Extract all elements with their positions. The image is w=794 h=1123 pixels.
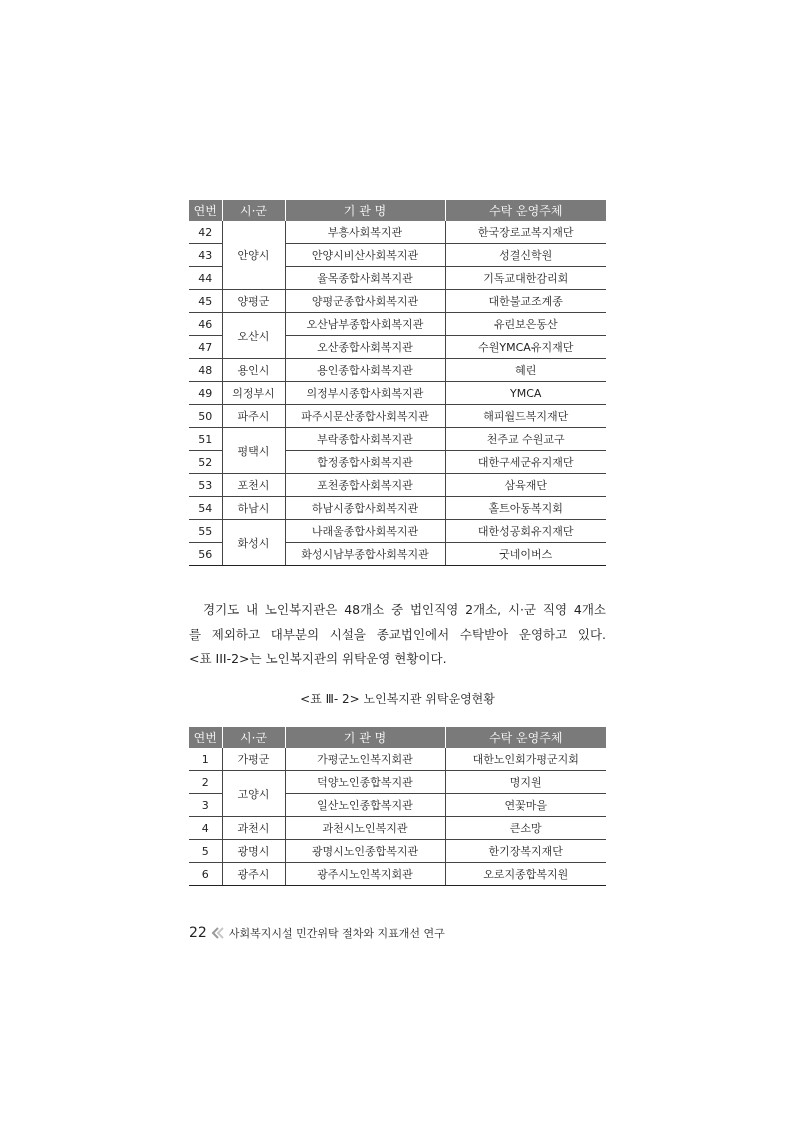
table-header-row bbox=[189, 727, 606, 748]
header-operator: 수탁 운영주체 bbox=[445, 727, 606, 748]
row-no: 4 bbox=[189, 817, 222, 840]
paragraph-line-2: 를 제외하고 대부분의 시설을 종교법인에서 수탁받아 운영하고 있다. bbox=[189, 626, 606, 642]
row-city: 과천시 bbox=[222, 817, 285, 840]
row-city: 가평군 bbox=[222, 748, 285, 771]
row-org: 화성시남부종합사회복지관 bbox=[285, 543, 445, 566]
row-no: 42 bbox=[189, 221, 222, 244]
row-org: 부락종합사회복지관 bbox=[285, 428, 445, 451]
row-operator: 홀트아동복지회 bbox=[445, 497, 606, 520]
row-operator: 혜린 bbox=[445, 359, 606, 382]
row-operator: 천주교 수원교구 bbox=[445, 428, 606, 451]
row-no: 46 bbox=[189, 313, 222, 336]
row-org: 오산종합사회복지관 bbox=[285, 336, 445, 359]
header-org: 기 관 명 bbox=[285, 727, 445, 748]
row-no: 3 bbox=[189, 794, 222, 817]
row-operator: 연꽃마을 bbox=[445, 794, 606, 817]
row-org: 일산노인종합복지관 bbox=[285, 794, 445, 817]
table-row bbox=[189, 748, 606, 771]
row-no: 49 bbox=[189, 382, 222, 405]
table-header-row bbox=[189, 200, 606, 221]
row-operator: 유린보은동산 bbox=[445, 313, 606, 336]
row-no: 52 bbox=[189, 451, 222, 474]
row-org: 파주시문산종합사회복지관 bbox=[285, 405, 445, 428]
row-operator: YMCA bbox=[445, 382, 606, 405]
row-org: 의정부시종합사회복지관 bbox=[285, 382, 445, 405]
table-row bbox=[189, 290, 606, 313]
row-org: 하남시종합사회복지관 bbox=[285, 497, 445, 520]
row-no: 47 bbox=[189, 336, 222, 359]
header-city: 시·군 bbox=[222, 727, 285, 748]
row-operator: 명지원 bbox=[445, 771, 606, 794]
row-no: 6 bbox=[189, 863, 222, 886]
row-operator: 대한구세군유지재단 bbox=[445, 451, 606, 474]
table-caption: <표 Ⅲ- 2> 노인복지관 위탁운영현황 bbox=[300, 692, 495, 706]
row-city: 파주시 bbox=[222, 405, 285, 428]
paragraph-line-1: 경기도 내 노인복지관은 48개소 중 법인직영 2개소, 시·군 직영 4개소 bbox=[203, 602, 606, 617]
row-org: 율목종합사회복지관 bbox=[285, 267, 445, 290]
row-operator: 대한노인회가평군지회 bbox=[445, 748, 606, 771]
row-no: 54 bbox=[189, 497, 222, 520]
row-no: 43 bbox=[189, 244, 222, 267]
row-org: 과천시노인복지관 bbox=[285, 817, 445, 840]
row-city: 용인시 bbox=[222, 359, 285, 382]
header-operator: 수탁 운영주체 bbox=[445, 200, 606, 221]
row-city: 고양시 bbox=[222, 771, 285, 817]
row-operator: 대한불교조계종 bbox=[445, 290, 606, 313]
table-row bbox=[189, 817, 606, 840]
row-operator: 수원YMCA유지재단 bbox=[445, 336, 606, 359]
table-row bbox=[189, 520, 606, 543]
row-no: 45 bbox=[189, 290, 222, 313]
row-no: 56 bbox=[189, 543, 222, 566]
page-number: 22 bbox=[189, 925, 207, 941]
header-no: 연번 bbox=[189, 200, 222, 221]
row-org: 광명시노인종합복지관 bbox=[285, 840, 445, 863]
row-operator: 대한성공회유지재단 bbox=[445, 520, 606, 543]
row-operator: 삼육재단 bbox=[445, 474, 606, 497]
row-no: 53 bbox=[189, 474, 222, 497]
row-no: 5 bbox=[189, 840, 222, 863]
row-city: 광명시 bbox=[222, 840, 285, 863]
row-org: 가평군노인복지회관 bbox=[285, 748, 445, 771]
row-org: 광주시노인복지회관 bbox=[285, 863, 445, 886]
institution-table-1 bbox=[189, 200, 606, 566]
row-org: 합정종합사회복지관 bbox=[285, 451, 445, 474]
row-city: 화성시 bbox=[222, 520, 285, 566]
row-city: 의정부시 bbox=[222, 382, 285, 405]
row-no: 44 bbox=[189, 267, 222, 290]
row-org: 포천종합사회복지관 bbox=[285, 474, 445, 497]
running-title: 사회복지시설 민간위탁 절차와 지표개선 연구 bbox=[228, 927, 445, 940]
paragraph-line-3: <표 III-2>는 노인복지관의 위탁운영 현황이다. bbox=[189, 651, 447, 666]
double-chevron-left-icon bbox=[211, 927, 225, 939]
page-footer bbox=[189, 925, 445, 941]
row-org: 양평군종합사회복지관 bbox=[285, 290, 445, 313]
row-org: 덕양노인종합복지관 bbox=[285, 771, 445, 794]
table-row bbox=[189, 382, 606, 405]
table-row bbox=[189, 428, 606, 451]
row-operator: 굿네이버스 bbox=[445, 543, 606, 566]
row-city: 하남시 bbox=[222, 497, 285, 520]
row-org: 용인종합사회복지관 bbox=[285, 359, 445, 382]
row-operator: 해피월드복지재단 bbox=[445, 405, 606, 428]
table-row bbox=[189, 313, 606, 336]
row-city: 오산시 bbox=[222, 313, 285, 359]
row-operator: 큰소망 bbox=[445, 817, 606, 840]
institution-table-2 bbox=[189, 727, 606, 886]
table-row bbox=[189, 497, 606, 520]
row-city: 안양시 bbox=[222, 221, 285, 290]
row-org: 오산남부종합사회복지관 bbox=[285, 313, 445, 336]
row-no: 48 bbox=[189, 359, 222, 382]
row-city: 양평군 bbox=[222, 290, 285, 313]
row-operator: 성결신학원 bbox=[445, 244, 606, 267]
table-row bbox=[189, 221, 606, 244]
row-city: 광주시 bbox=[222, 863, 285, 886]
row-org: 부흥사회복지관 bbox=[285, 221, 445, 244]
row-org: 나래울종합사회복지관 bbox=[285, 520, 445, 543]
header-org: 기 관 명 bbox=[285, 200, 445, 221]
row-operator: 한국장로교복지재단 bbox=[445, 221, 606, 244]
row-no: 51 bbox=[189, 428, 222, 451]
header-city: 시·군 bbox=[222, 200, 285, 221]
row-no: 55 bbox=[189, 520, 222, 543]
table-row bbox=[189, 405, 606, 428]
row-no: 2 bbox=[189, 771, 222, 794]
header-no: 연번 bbox=[189, 727, 222, 748]
row-operator: 기독교대한감리회 bbox=[445, 267, 606, 290]
table-row bbox=[189, 863, 606, 886]
table-row bbox=[189, 474, 606, 497]
row-no: 1 bbox=[189, 748, 222, 771]
row-org: 안양시비산사회복지관 bbox=[285, 244, 445, 267]
row-operator: 오로지종합복지원 bbox=[445, 863, 606, 886]
table-row bbox=[189, 840, 606, 863]
table-row bbox=[189, 771, 606, 794]
row-city: 평택시 bbox=[222, 428, 285, 474]
row-city: 포천시 bbox=[222, 474, 285, 497]
body-paragraph bbox=[189, 598, 606, 672]
table-row bbox=[189, 359, 606, 382]
row-no: 50 bbox=[189, 405, 222, 428]
row-operator: 한기장복지재단 bbox=[445, 840, 606, 863]
